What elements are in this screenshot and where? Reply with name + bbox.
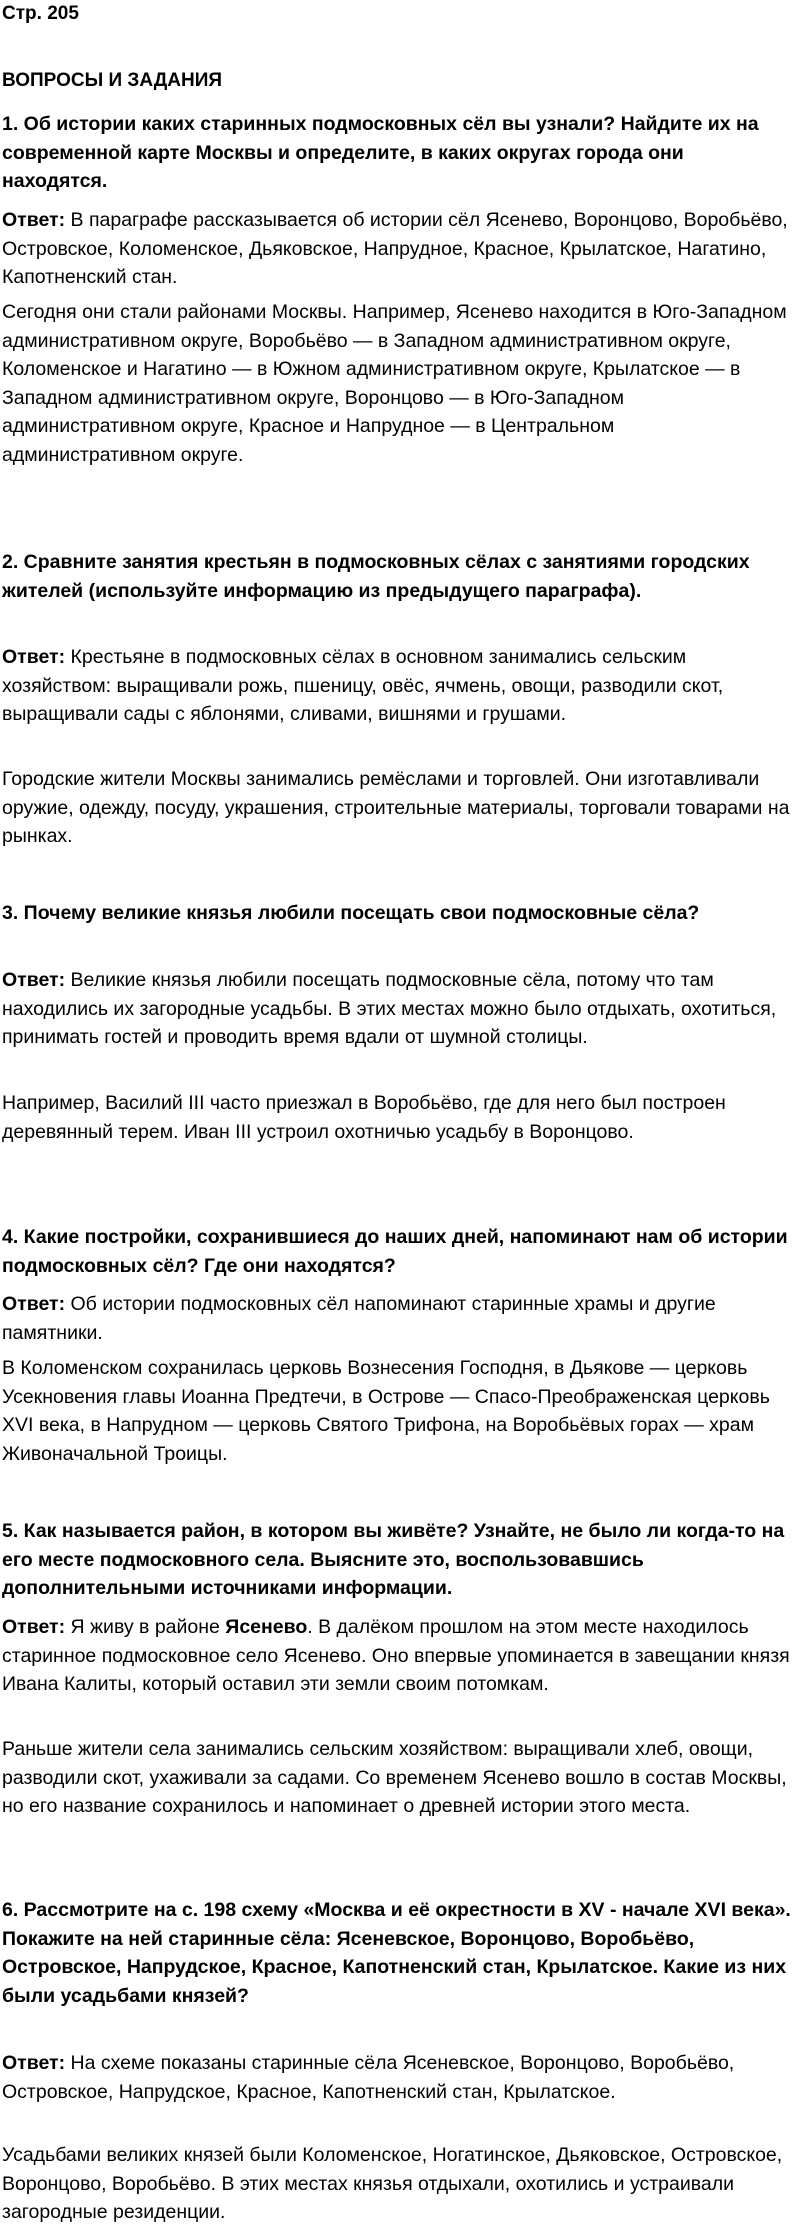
answer-text: В параграфе рассказывается об истории сёл Ясенево, Воронцово, Воробьёво, Островское, Коломенское, Дьяковское, Напрудное, Красное, Крылатское, Нагатино, Капотненский стан. [2, 209, 788, 288]
answer-4-extra: В Коломенском сохранилась церковь Вознесения Господня, в Дьякове — церковь Усекновения главы Иоанна Предтечи, в Острове — Спасо-Преображенская церковь XVI века, в Напрудном — церковь Святого Трифона, на Воробьёвых горах — храм Живоначальной Троицы. [2, 1357, 770, 1465]
answer-label: Ответ: [2, 1616, 66, 1638]
answer-text: Об истории подмосковных сёл напоминают старинные храмы и другие памятники. [2, 1293, 716, 1344]
question-6: 6. Рассмотрите на с. 198 схему «Москва и её окрестности в XV - начале XVI века». Покажите на ней старинные сёла: Ясеневское, Воронцово, Воробьёво, Островское, Напрудское, Красное, Капотненский стан, Крылатское. Какие из них были усадьбами князей? [2, 1899, 791, 2007]
page-number: Стр. 205 [2, 3, 79, 24]
answer-label: Ответ: [2, 2052, 66, 2074]
answer-text-post: . В далёком прошлом на этом месте находилось старинное подмосковное село Ясенево. Оно впервые упоминается в завещании князя Ивана Калиты, который оставил эти земли своим потомкам. [2, 1616, 790, 1695]
answer-2 [2, 643, 792, 729]
question-4: 4. Какие постройки, сохранившиеся до наших дней, напоминают нам об истории подмосковных сёл? Где они находятся? [2, 1226, 788, 1277]
answer-label: Ответ: [2, 646, 66, 668]
question-1: 1. Об истории каких старинных подмосковных сёл вы узнали? Найдите их на современной карте Москвы и определите, в каких округах города они находятся. [2, 113, 759, 192]
answer-label: Ответ: [2, 969, 66, 991]
answer-highlight: Ясенево [225, 1616, 308, 1638]
answer-4 [2, 1290, 792, 1347]
answer-text-pre: Я живу в районе [70, 1616, 226, 1638]
answer-5 [2, 1613, 792, 1699]
answer-3 [2, 966, 792, 1052]
answer-label: Ответ: [2, 1293, 66, 1315]
answer-6-extra: Усадьбами великих князей были Коломенское, Ногатинское, Дьяковское, Островское, Воронцово, Воробьёво. В этих местах князья отдыхали, охотились и устраивали загородные резиденции. [2, 2144, 783, 2223]
question-3: 3. Почему великие князья любили посещать свои подмосковные сёла? [2, 902, 700, 924]
answer-1 [2, 206, 792, 292]
answer-label: Ответ: [2, 209, 66, 231]
answer-3-extra: Например, Василий III часто приезжал в Воробьёво, где для него был построен деревянный терем. Иван III устроил охотничью усадьбу в Воронцово. [2, 1092, 726, 1143]
answer-text: Великие князья любили посещать подмосковные сёла, потому что там находились их загородные усадьбы. В этих местах можно было отдыхать, охотиться, принимать гостей и проводить время вдали от шумной столицы. [2, 969, 777, 1048]
answer-6 [2, 2049, 792, 2106]
section-title: ВОПРОСЫ И ЗАДАНИЯ [2, 70, 223, 91]
answer-text: Крестьяне в подмосковных сёлах в основном занимались сельским хозяйством: выращивали рожь, пшеницу, овёс, ячмень, овощи, разводили скот, выращивали сады с яблонями, сливами, вишнями и грушами. [2, 646, 724, 725]
answer-5-extra: Раньше жители села занимались сельским хозяйством: выращивали хлеб, овощи, разводили скот, ухаживали за садами. Со временем Ясенево вошло в состав Москвы, но его название сохранилось и напоминает о древней истории этого места. [2, 1738, 787, 1817]
question-5: 5. Как называется район, в котором вы живёте? Узнайте, не было ли когда-то на его месте подмосковного села. Выясните это, воспользовавшись дополнительными источниками информации. [2, 1520, 785, 1599]
question-2: 2. Сравните занятия крестьян в подмосковных сёлах с занятиями городских жителей (используйте информацию из предыдущего параграфа). [2, 551, 750, 602]
answer-2-extra: Городские жители Москвы занимались ремёслами и торговлей. Они изготавливали оружие, одежду, посуду, украшения, строительные материалы, торговали товарами на рынках. [2, 768, 790, 847]
answer-1-extra: Сегодня они стали районами Москвы. Например, Ясенево находится в Юго-Западном административном округе, Воробьёво — в Западном административном округе, Коломенское и Нагатино — в Южном административном округе, Крылатское — в Западном административном округе, Воронцово — в Юго-Западном административном округе, Красное и Напрудное — в Центральном административном округе. [2, 301, 787, 466]
answer-text: На схеме показаны старинные сёла Ясеневское, Воронцово, Воробьёво, Островское, Напрудское, Красное, Капотненский стан, Крылатское. [2, 2052, 735, 2103]
